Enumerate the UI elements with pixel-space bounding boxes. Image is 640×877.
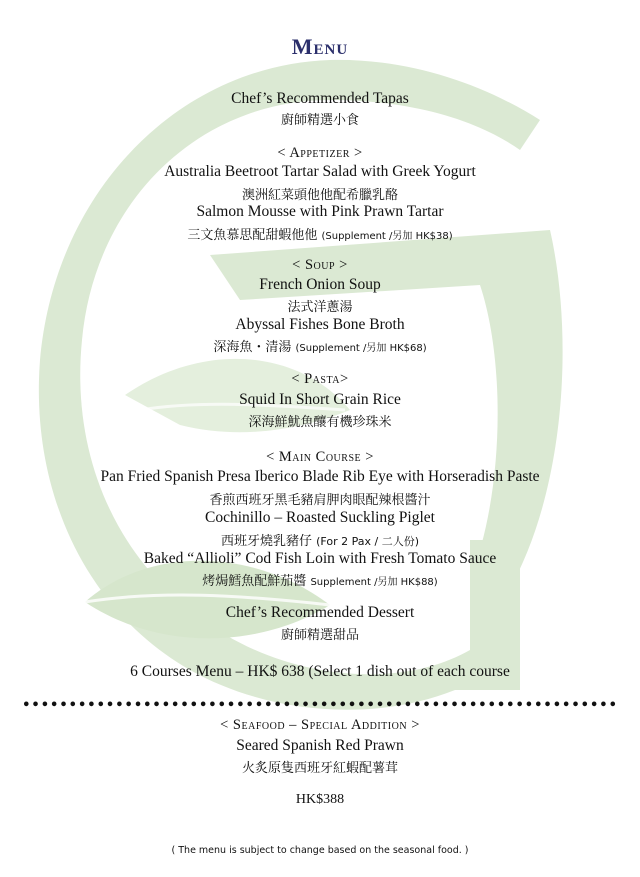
pasta-item-1: Squid In Short Grain Rice <box>239 391 401 408</box>
soup-item-1: French Onion Soup <box>259 276 381 293</box>
appetizer-item-2: Salmon Mousse with Pink Prawn Tartar <box>196 203 444 220</box>
tapas-title-zh: 廚師精選小食 <box>280 113 359 128</box>
divider: •••••••••••••••••••••••••••••••••••••••••••••••••••••••••••••••• <box>22 698 618 713</box>
appetizer-item-2-zh: 三文魚慕思配甜蝦他他 <box>187 228 318 243</box>
dessert-title: Chef’s Recommended Dessert <box>225 604 415 621</box>
dessert-title-zh: 廚師精選甜品 <box>280 628 359 643</box>
main-item-2-zh: 西班牙燒乳豬仔 <box>220 534 312 549</box>
main-item-3: Baked “Allioli” Cod Fish Loin with Fresh Tomato Sauce <box>143 550 497 567</box>
main-item-2-row <box>0 530 640 549</box>
tapas-title: Chef’s Recommended Tapas <box>231 90 409 107</box>
appetizer-heading: < Appetizer > <box>277 145 363 161</box>
main-item-2: Cochinillo – Roasted Suckling Piglet <box>205 509 435 526</box>
main-item-2-supplement: (For 2 Pax / 二人份) <box>316 535 419 548</box>
soup-item-2-supplement: (Supplement /另加 HK$68) <box>295 343 427 354</box>
soup-item-1-zh: 法式洋蔥湯 <box>287 300 353 315</box>
appetizer-item-1-zh: 澳洲紅菜頭他他配希臘乳酪 <box>241 188 398 203</box>
page-title: Menu <box>291 34 349 59</box>
soup-item-2-zh: 深海魚・清湯 <box>213 340 292 355</box>
main-item-3-row <box>0 570 640 589</box>
seafood-price: HK$388 <box>295 792 345 807</box>
appetizer-item-1: Australia Beetroot Tartar Salad with Greek Yogurt <box>164 163 476 180</box>
set-price: 6 Courses Menu – HK$ 638 (Select 1 dish out of each course <box>130 663 510 680</box>
footnote: ( The menu is subject to change based on the seasonal food. ) <box>171 845 469 856</box>
seafood-item: Seared Spanish Red Prawn <box>236 737 404 754</box>
main-item-1: Pan Fried Spanish Presa Iberico Blade Rib Eye with Horseradish Paste <box>100 468 540 485</box>
appetizer-item-2-supplement: (Supplement /另加 HK$38) <box>321 231 453 242</box>
main-item-1-zh: 香煎西班牙黑毛豬肩胛肉眼配辣根醬汁 <box>209 493 431 508</box>
appetizer-item-2-row <box>0 224 640 243</box>
seafood-item-zh: 火炙原隻西班牙紅蝦配薯茸 <box>241 761 398 776</box>
pasta-item-1-zh: 深海鮮魷魚釀有機珍珠米 <box>248 415 392 430</box>
soup-item-2: Abyssal Fishes Bone Broth <box>235 316 405 333</box>
seafood-heading: < Seafood – Special Addition > <box>220 717 420 733</box>
main-item-3-zh: 烤焗鱈魚配鮮茄醬 <box>202 574 307 589</box>
soup-item-2-row <box>0 336 640 355</box>
main-course-heading: < Main Course > <box>266 449 374 465</box>
soup-heading: < Soup > <box>292 257 348 273</box>
pasta-heading: < Pasta> <box>291 371 349 387</box>
main-item-3-supplement: Supplement /另加 HK$88) <box>310 577 438 588</box>
